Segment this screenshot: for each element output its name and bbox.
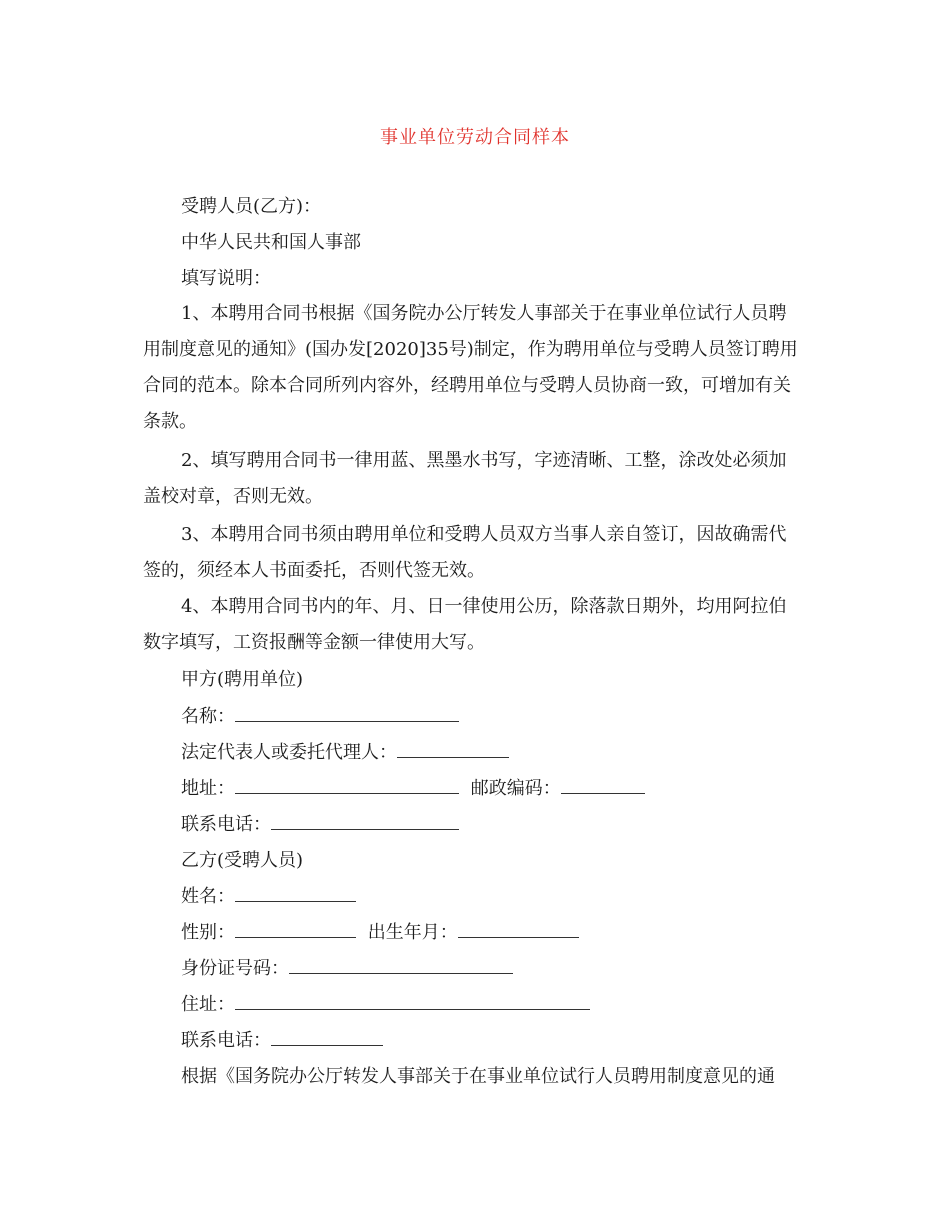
party-a-rep-blank[interactable] (397, 743, 509, 758)
party-a-address-row (181, 779, 645, 799)
party-a-postcode-blank[interactable] (561, 779, 645, 794)
party-b-phone-label: 联系电话： (181, 1030, 271, 1051)
party-b-name-blank[interactable] (235, 887, 356, 902)
party-b-address-label: 住址： (181, 994, 235, 1015)
party-a-address-label: 地址： (181, 778, 235, 799)
intro-instructions-heading: 填写说明： (181, 268, 271, 289)
party-b-name-label: 姓名： (181, 886, 235, 907)
party-a-rep-label: 法定代表人或委托代理人： (181, 742, 397, 763)
intro-issuer: 中华人民共和国人事部 (181, 232, 361, 253)
party-b-gender-label: 性别： (181, 922, 235, 943)
party-a-name-blank[interactable] (235, 707, 459, 722)
party-b-gender-row (181, 923, 579, 943)
party-b-name-row (181, 887, 356, 907)
party-a-name-label: 名称： (181, 706, 235, 727)
party-b-birth-blank[interactable] (458, 923, 579, 938)
party-a-postcode-label: 邮政编码： (470, 778, 561, 799)
party-b-id-row (181, 959, 513, 979)
party-b-phone-row (181, 1031, 383, 1051)
party-a-phone-row (181, 815, 459, 835)
intro-recipient: 受聘人员(乙方)： (181, 196, 322, 217)
party-b-address-blank[interactable] (235, 995, 590, 1010)
document-title: 事业单位劳动合同样本 (380, 127, 570, 148)
party-a-name-row (181, 707, 459, 727)
party-b-address-row (181, 995, 590, 1015)
party-b-phone-blank[interactable] (271, 1031, 383, 1046)
party-a-heading: 甲方(聘用单位) (181, 669, 304, 690)
instruction-2: 2、填写聘用合同书一律用蓝、黑墨水书写，字迹清晰、工整，涂改处必须加盖校对章，否则无效。 (143, 450, 787, 507)
party-b-birth-label: 出生年月： (367, 922, 458, 943)
closing-text: 根据《国务院办公厅转发人事部关于在事业单位试行人员聘用制度意见的通 (181, 1066, 775, 1087)
party-b-id-label: 身份证号码： (181, 958, 289, 979)
instruction-1: 1、本聘用合同书根据《国务院办公厅转发人事部关于在事业单位试行人员聘用制度意见的通知》(国办发[2020]35号)制定，作为聘用单位与受聘人员签订聘用合同的范本。除本合同所列内容外，经聘用单位与受聘人员协商一致，可增加有关条款。 (143, 303, 798, 432)
instruction-4: 4、本聘用合同书内的年、月、日一律使用公历，除落款日期外，均用阿拉伯数字填写，工资报酬等金额一律使用大写。 (143, 596, 787, 653)
party-a-address-blank[interactable] (235, 779, 459, 794)
party-b-gender-blank[interactable] (235, 923, 356, 938)
party-b-heading: 乙方(受聘人员) (181, 850, 304, 871)
party-a-phone-blank[interactable] (271, 815, 459, 830)
party-a-rep-row (181, 743, 509, 763)
party-a-phone-label: 联系电话： (181, 814, 271, 835)
party-b-id-blank[interactable] (289, 959, 513, 974)
instruction-3: 3、本聘用合同书须由聘用单位和受聘人员双方当事人亲自签订，因故确需代签的，须经本人书面委托，否则代签无效。 (143, 524, 787, 581)
